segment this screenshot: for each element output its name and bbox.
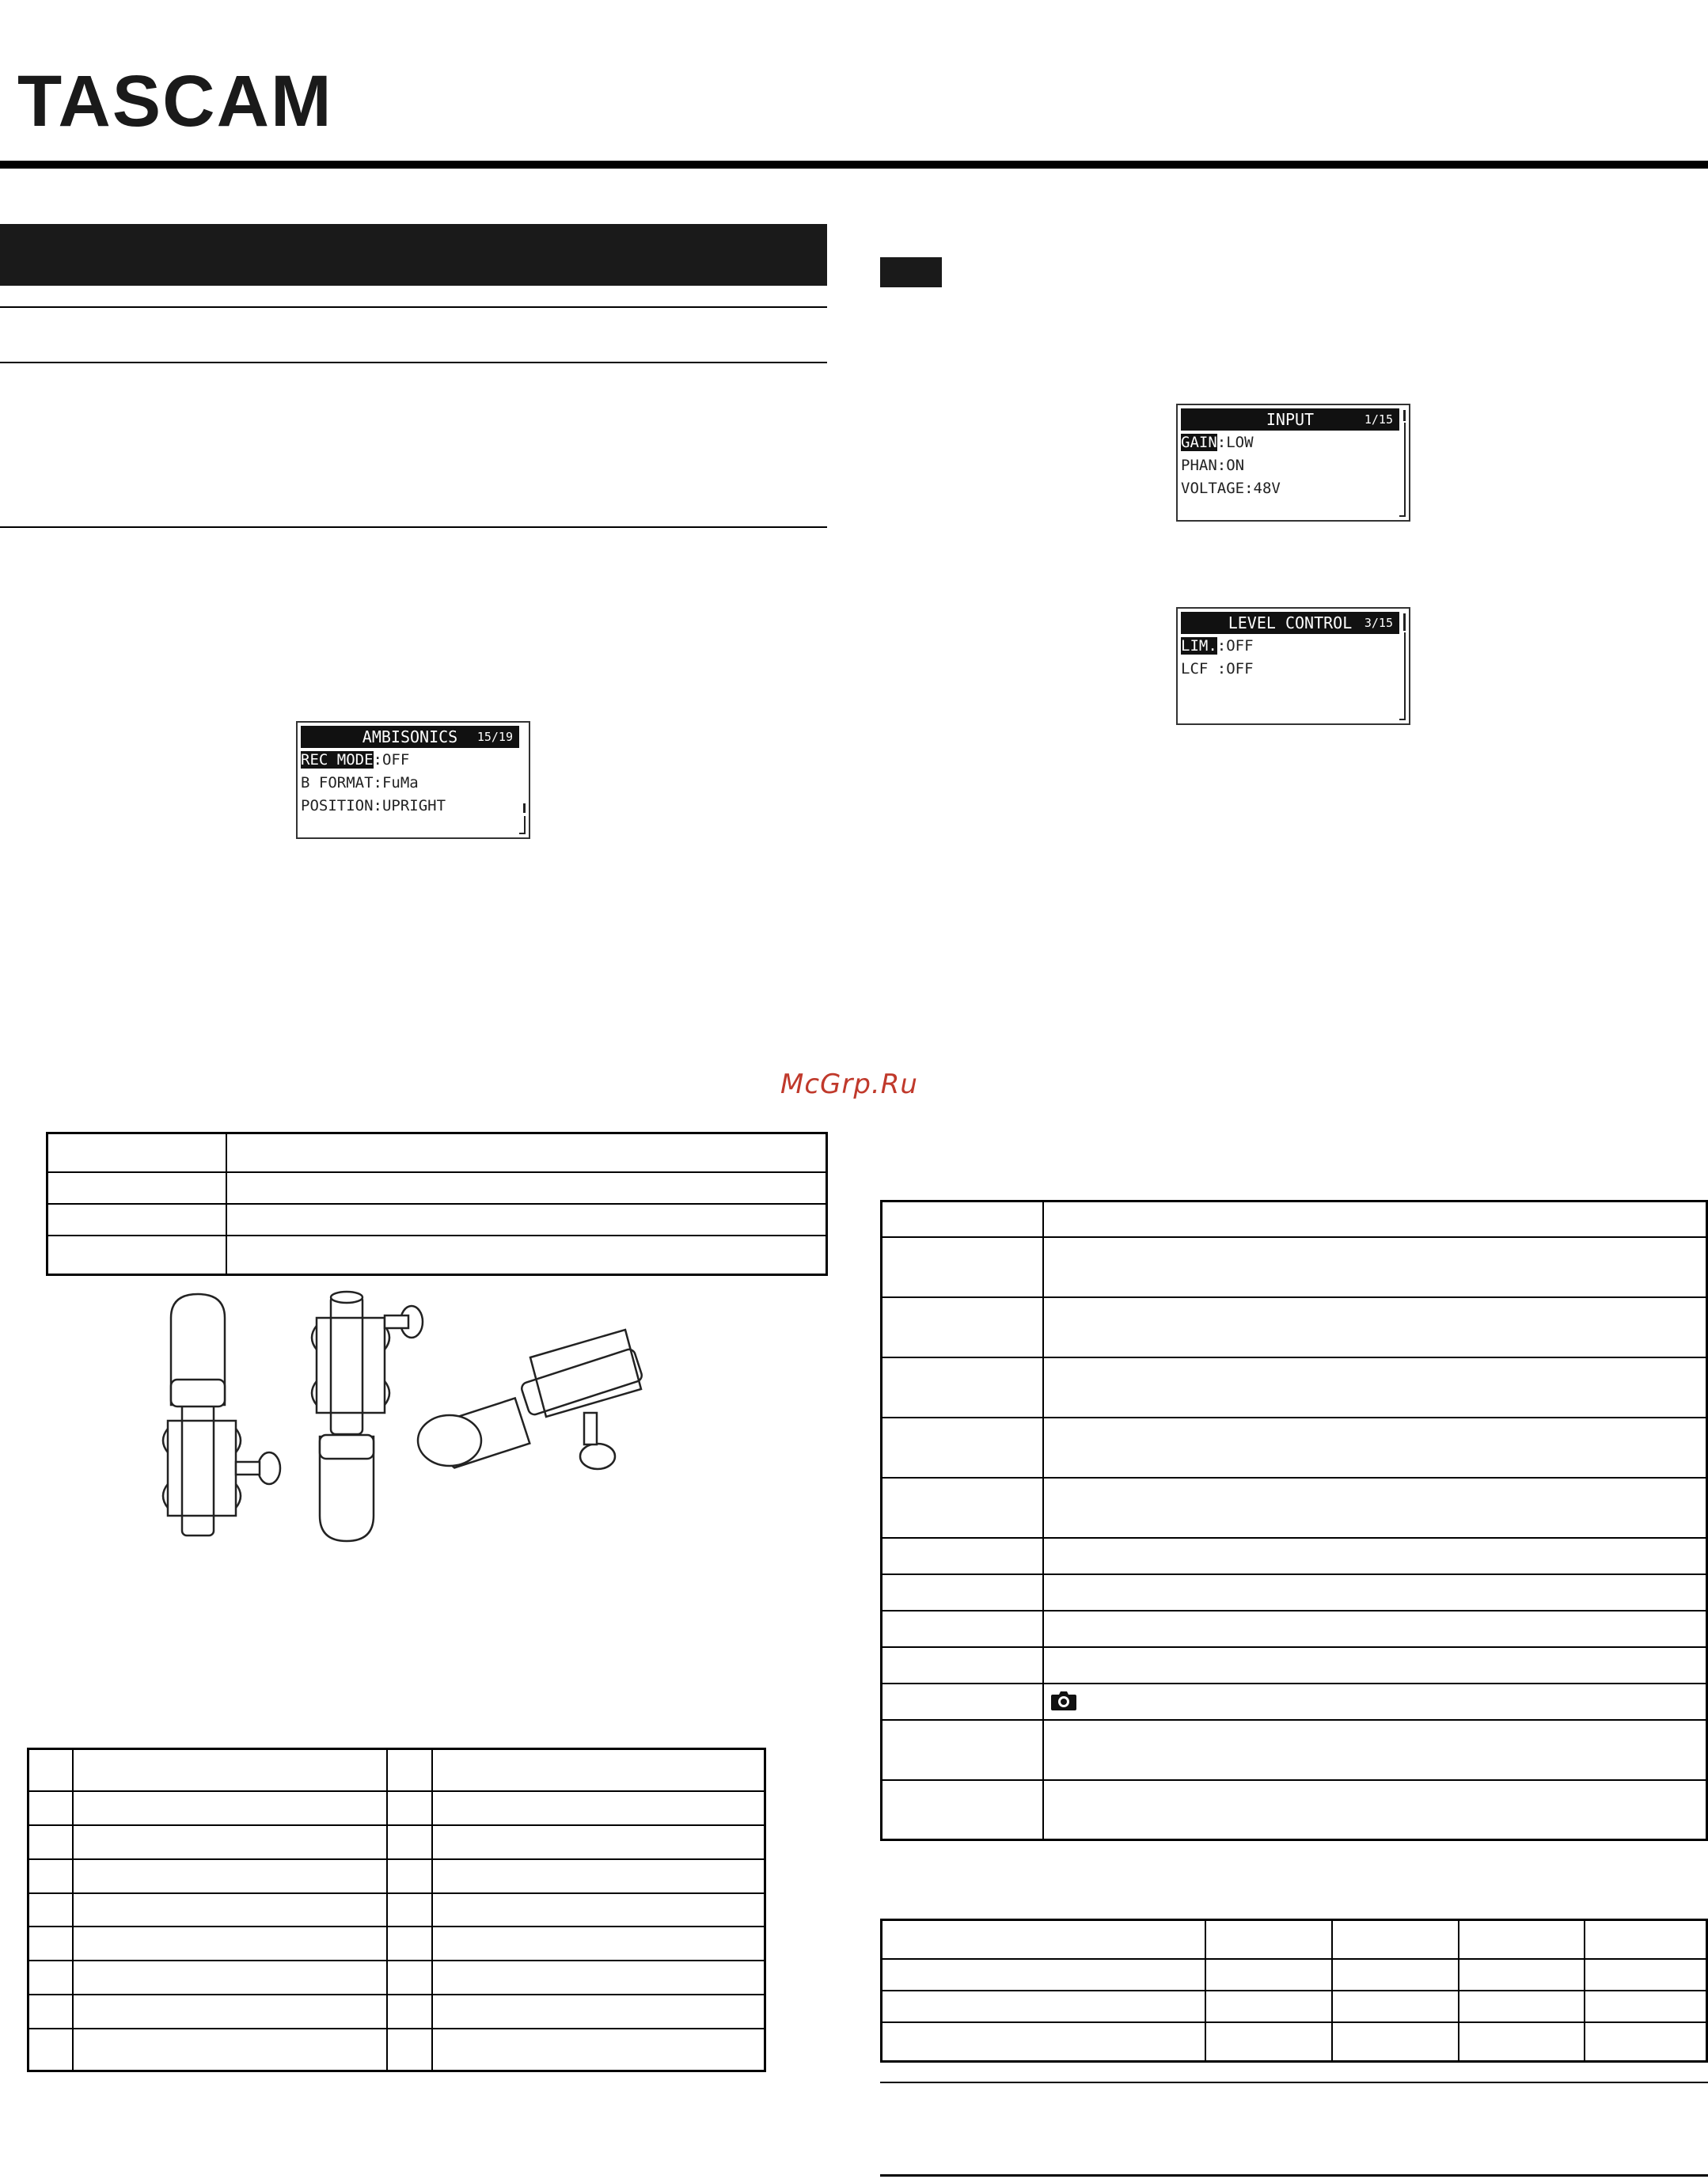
table-row xyxy=(28,1927,765,1961)
table-cell xyxy=(1043,1647,1707,1684)
table-row xyxy=(882,1478,1707,1538)
lcd-row xyxy=(301,772,419,794)
table-cell xyxy=(1585,2022,1707,2062)
lcd-row-value: :UPRIGHT xyxy=(373,797,446,814)
lcd-page: 3/15 xyxy=(1364,616,1393,630)
table-cell xyxy=(882,1920,1205,1960)
table-cell xyxy=(47,1236,226,1275)
lcd-title xyxy=(1181,408,1399,431)
lcd-row-value: :LOW xyxy=(1216,434,1254,451)
table-cell xyxy=(1585,1959,1707,1991)
table-cell xyxy=(387,1893,432,1927)
lcd-row xyxy=(301,749,409,771)
lcd-ambisonics xyxy=(296,721,530,839)
table-cell xyxy=(882,1959,1205,1991)
table-row xyxy=(47,1133,827,1173)
lcd-row-key: PHAN xyxy=(1181,457,1217,474)
table-cell xyxy=(387,1859,432,1893)
lcd-row xyxy=(1181,658,1254,680)
table-cell xyxy=(1459,2022,1585,2062)
table-cell xyxy=(1043,1574,1707,1611)
table-cell xyxy=(1043,1201,1707,1237)
table-cell xyxy=(1585,1991,1707,2022)
table-cell xyxy=(882,1418,1043,1478)
windscreen-band xyxy=(171,1380,225,1406)
table-cell xyxy=(73,1893,387,1927)
lcd-row xyxy=(301,795,446,817)
microphone-illustration xyxy=(150,1286,673,1555)
lcd-scrollbar-track xyxy=(524,816,526,833)
table-cell xyxy=(1043,1720,1707,1780)
lcd-row xyxy=(1181,477,1281,499)
table-cell xyxy=(432,1791,765,1825)
table-cell xyxy=(1332,2022,1459,2062)
table-cell xyxy=(387,1749,432,1792)
table-row xyxy=(28,1995,765,2029)
table-cell xyxy=(73,1859,387,1893)
table-cell xyxy=(882,1780,1043,1840)
lcd-row-value: :OFF xyxy=(1216,637,1254,655)
lcd-row-value: :FuMa xyxy=(373,774,419,792)
table-cell xyxy=(28,1859,73,1893)
divider xyxy=(0,526,827,528)
table-cell xyxy=(882,1297,1043,1357)
divider xyxy=(880,2082,1708,2083)
table-cell xyxy=(73,1995,387,2029)
table-row xyxy=(28,1859,765,1893)
table-cell xyxy=(28,1749,73,1792)
settings-table xyxy=(46,1132,828,1276)
table-row xyxy=(28,1961,765,1995)
table-row xyxy=(47,1204,827,1236)
table-row xyxy=(882,1991,1707,2022)
table-cell xyxy=(432,1961,765,1995)
table-cell xyxy=(882,1647,1043,1684)
table-cell xyxy=(387,1791,432,1825)
lcd-row-key: POSITION xyxy=(301,797,374,814)
table-cell xyxy=(882,1201,1043,1237)
table-cell xyxy=(226,1133,827,1173)
divider xyxy=(0,306,827,308)
table-cell xyxy=(387,1927,432,1961)
table-cell xyxy=(28,1893,73,1927)
section-title-bar xyxy=(0,224,827,286)
table-row xyxy=(28,1893,765,1927)
table-cell xyxy=(882,1720,1043,1780)
divider xyxy=(880,2174,1708,2177)
table-row xyxy=(882,1720,1707,1780)
lcd-scrollbar-thumb xyxy=(523,803,526,813)
table-row xyxy=(882,1611,1707,1647)
lcd-scrollbar-thumb xyxy=(1403,410,1406,421)
table-cell xyxy=(73,1961,387,1995)
table-cell xyxy=(882,1237,1043,1297)
table-cell xyxy=(1205,1959,1332,1991)
lcd-scrollbar-track xyxy=(1404,632,1406,719)
table-cell xyxy=(1043,1684,1707,1720)
lcd-row xyxy=(1181,454,1244,476)
table-row xyxy=(28,1749,765,1792)
specifications-table xyxy=(880,1200,1708,1841)
lcd-title-text: INPUT xyxy=(1266,410,1315,429)
table-cell xyxy=(226,1204,827,1236)
table-row xyxy=(882,1357,1707,1418)
table-cell xyxy=(1205,2022,1332,2062)
table-cell xyxy=(432,1927,765,1961)
clamp-knob xyxy=(580,1444,615,1469)
table-cell xyxy=(432,1995,765,2029)
table-cell xyxy=(73,1749,387,1792)
table-cell xyxy=(432,2029,765,2071)
clamp-knob xyxy=(258,1452,280,1484)
header-rule xyxy=(0,161,1708,169)
table-row xyxy=(882,1237,1707,1297)
table-cell xyxy=(73,2029,387,2071)
table-cell xyxy=(1043,1237,1707,1297)
table-cell xyxy=(882,1478,1043,1538)
lcd-row-key: LCF xyxy=(1181,660,1217,678)
windscreen-band xyxy=(320,1435,374,1459)
table-cell xyxy=(1043,1478,1707,1538)
lcd-row-value: :48V xyxy=(1244,480,1281,497)
table-cell xyxy=(47,1133,226,1173)
table-cell xyxy=(1585,1920,1707,1960)
lcd-title-text: AMBISONICS xyxy=(362,727,458,746)
table-row xyxy=(28,1825,765,1859)
table-cell xyxy=(73,1927,387,1961)
lcd-row-value: :OFF xyxy=(1216,660,1254,678)
table-row xyxy=(882,1201,1707,1237)
table-row xyxy=(882,2022,1707,2062)
table-cell xyxy=(28,1995,73,2029)
table-cell xyxy=(28,1927,73,1961)
table-cell xyxy=(882,1574,1043,1611)
table-cell xyxy=(1459,1920,1585,1960)
table-cell xyxy=(28,2029,73,2071)
table-cell xyxy=(1459,1991,1585,2022)
lcd-row-key: GAIN xyxy=(1181,434,1217,451)
table-cell xyxy=(432,1749,765,1792)
table-cell xyxy=(432,1825,765,1859)
lcd-row-value: :ON xyxy=(1216,457,1245,474)
table-cell xyxy=(387,1961,432,1995)
lcd-scrollbar-track xyxy=(1404,423,1406,516)
table-row xyxy=(882,1418,1707,1478)
table-row xyxy=(882,1297,1707,1357)
lcd-input xyxy=(1176,404,1410,522)
table-row xyxy=(882,1647,1707,1684)
comparison-table xyxy=(880,1919,1708,2063)
table-cell xyxy=(1459,1959,1585,1991)
table-cell xyxy=(1205,1920,1332,1960)
table-cell xyxy=(1043,1780,1707,1840)
table-cell xyxy=(387,1995,432,2029)
lcd-title xyxy=(1181,612,1399,634)
table-cell xyxy=(882,2022,1205,2062)
table-cell xyxy=(432,1893,765,1927)
lcd-scrollbar-end xyxy=(519,833,526,834)
table-cell xyxy=(882,1684,1043,1720)
table-cell xyxy=(1205,1991,1332,2022)
table-cell xyxy=(47,1204,226,1236)
lcd-page: 15/19 xyxy=(476,730,513,744)
lcd-row-key: VOLTAGE xyxy=(1181,480,1245,497)
lcd-row-key: B FORMAT xyxy=(301,774,374,792)
lcd-scrollbar-end xyxy=(1399,719,1406,720)
table-cell xyxy=(1043,1611,1707,1647)
divider xyxy=(0,362,827,363)
table-row xyxy=(882,1920,1707,1960)
camera-icon xyxy=(1050,1689,1077,1711)
table-cell xyxy=(28,1825,73,1859)
table-cell xyxy=(226,1236,827,1275)
table-row xyxy=(882,1959,1707,1991)
table-row xyxy=(47,1172,827,1204)
lcd-scrollbar-thumb xyxy=(1403,613,1406,631)
watermark: McGrp.Ru xyxy=(780,1069,918,1100)
table-cell xyxy=(1043,1538,1707,1574)
lcd-title-text: LEVEL CONTROL xyxy=(1228,613,1353,632)
table-cell xyxy=(47,1172,226,1204)
table-cell xyxy=(882,1357,1043,1418)
table-cell xyxy=(73,1825,387,1859)
lcd-level-control xyxy=(1176,607,1410,725)
lcd-row xyxy=(1181,431,1254,454)
table-cell xyxy=(73,1791,387,1825)
table-cell xyxy=(1332,1959,1459,1991)
table-cell xyxy=(1332,1991,1459,2022)
lcd-scrollbar-end xyxy=(1399,515,1406,517)
lcd-row-key: LIM. xyxy=(1181,637,1217,655)
table-cell xyxy=(1043,1297,1707,1357)
table-cell xyxy=(882,1538,1043,1574)
table-cell xyxy=(1043,1357,1707,1418)
table-row xyxy=(47,1236,827,1275)
lcd-page: 1/15 xyxy=(1364,412,1393,427)
table-row xyxy=(882,1574,1707,1611)
table-row xyxy=(882,1538,1707,1574)
table-cell xyxy=(1043,1418,1707,1478)
table-cell xyxy=(387,2029,432,2071)
table-cell xyxy=(387,1825,432,1859)
table-cell xyxy=(28,1791,73,1825)
lcd-title xyxy=(301,726,519,748)
table-row xyxy=(28,1791,765,1825)
table-cell xyxy=(882,1991,1205,2022)
note-tag xyxy=(880,257,942,287)
brand-logo: TASCAM xyxy=(17,61,333,142)
table-row xyxy=(28,2029,765,2071)
numbered-table xyxy=(27,1748,766,2072)
lcd-row xyxy=(1181,635,1254,657)
table-cell xyxy=(1332,1920,1459,1960)
lcd-row-value: :OFF xyxy=(373,751,410,769)
table-cell xyxy=(28,1961,73,1995)
table-cell xyxy=(226,1172,827,1204)
table-row xyxy=(882,1780,1707,1840)
table-cell xyxy=(432,1859,765,1893)
lcd-row-key: REC MODE xyxy=(301,751,374,769)
table-row xyxy=(882,1684,1707,1720)
table-cell xyxy=(882,1611,1043,1647)
